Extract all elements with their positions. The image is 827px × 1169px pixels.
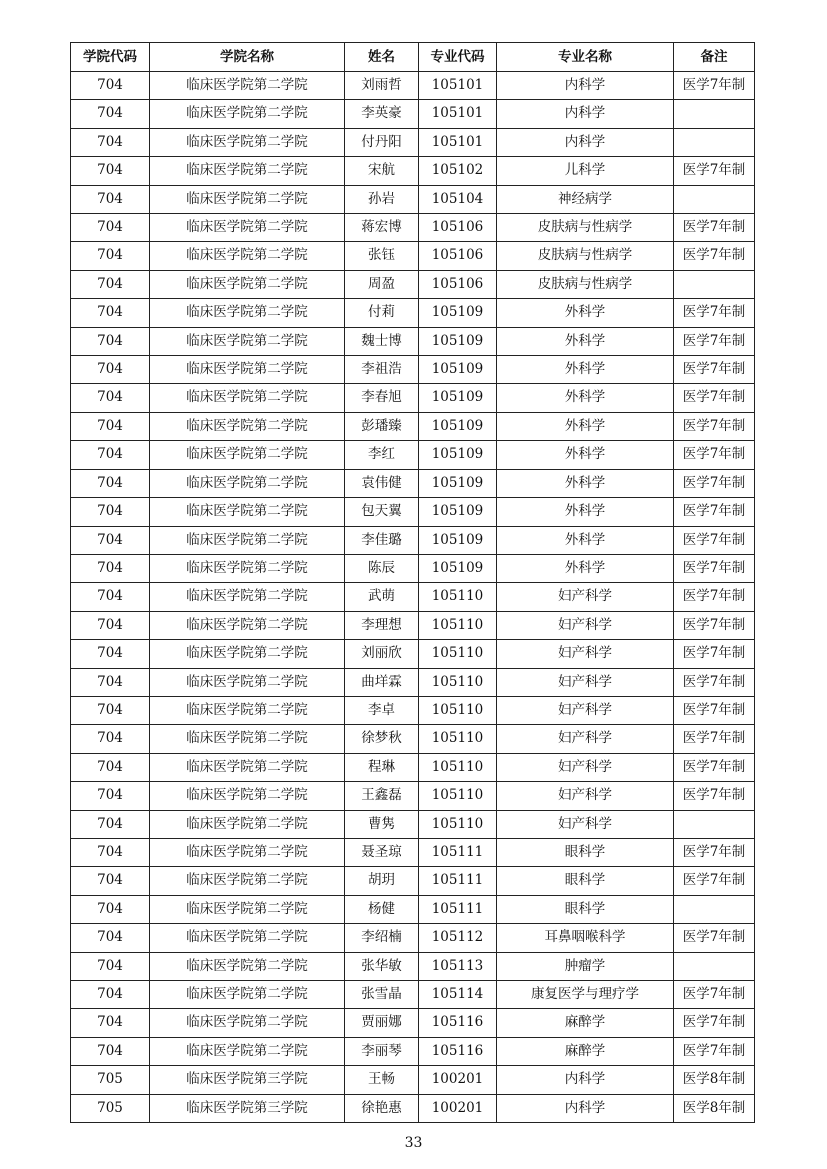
college-code-cell: 704	[71, 242, 150, 270]
remarks-cell: 医学7年制	[674, 299, 755, 327]
major-name-cell: 外科学	[497, 412, 674, 440]
college-name-cell: 临床医学院第二学院	[150, 952, 345, 980]
college-code-cell: 704	[71, 611, 150, 639]
college-name-cell: 临床医学院第二学院	[150, 242, 345, 270]
college-code-cell: 704	[71, 1009, 150, 1037]
college-code-cell: 705	[71, 1094, 150, 1122]
college-name-cell: 临床医学院第二学院	[150, 1009, 345, 1037]
major-code-cell: 105114	[419, 981, 497, 1009]
major-name-cell: 外科学	[497, 299, 674, 327]
remarks-cell	[674, 895, 755, 923]
major-code-cell: 105110	[419, 640, 497, 668]
college-name-cell: 临床医学院第二学院	[150, 72, 345, 100]
table-row	[71, 100, 755, 128]
remarks-cell: 医学7年制	[674, 867, 755, 895]
table-row	[71, 782, 755, 810]
major-code-cell: 105116	[419, 1037, 497, 1065]
major-name-cell: 妇产科学	[497, 640, 674, 668]
student-name-cell: 包天翼	[345, 498, 419, 526]
college-code-cell: 704	[71, 668, 150, 696]
college-name-cell: 临床医学院第二学院	[150, 100, 345, 128]
major-code-cell: 105109	[419, 356, 497, 384]
college-code-cell: 704	[71, 867, 150, 895]
major-code-cell: 105116	[419, 1009, 497, 1037]
college-code-cell: 704	[71, 100, 150, 128]
student-list-table	[70, 42, 755, 1123]
major-code-cell: 105101	[419, 100, 497, 128]
college-code-cell: 705	[71, 1066, 150, 1094]
remarks-cell: 医学7年制	[674, 242, 755, 270]
major-code-cell: 105110	[419, 753, 497, 781]
header-college-code: 学院代码	[71, 43, 150, 72]
table-row	[71, 810, 755, 838]
major-name-cell: 眼科学	[497, 838, 674, 866]
college-name-cell: 临床医学院第二学院	[150, 640, 345, 668]
major-name-cell: 儿科学	[497, 157, 674, 185]
table-row	[71, 725, 755, 753]
table-row	[71, 838, 755, 866]
student-name-cell: 聂圣琼	[345, 838, 419, 866]
college-code-cell: 704	[71, 299, 150, 327]
remarks-cell	[674, 100, 755, 128]
major-name-cell: 外科学	[497, 327, 674, 355]
major-name-cell: 妇产科学	[497, 696, 674, 724]
college-name-cell: 临床医学院第二学院	[150, 128, 345, 156]
college-code-cell: 704	[71, 327, 150, 355]
remarks-cell: 医学7年制	[674, 725, 755, 753]
college-code-cell: 704	[71, 72, 150, 100]
major-code-cell: 105106	[419, 214, 497, 242]
major-code-cell: 105102	[419, 157, 497, 185]
header-student-name: 姓名	[345, 43, 419, 72]
student-name-cell: 程琳	[345, 753, 419, 781]
major-name-cell: 麻醉学	[497, 1037, 674, 1065]
remarks-cell	[674, 270, 755, 298]
college-code-cell: 704	[71, 526, 150, 554]
major-code-cell: 105111	[419, 895, 497, 923]
college-name-cell: 临床医学院第二学院	[150, 185, 345, 213]
major-name-cell: 耳鼻咽喉科学	[497, 924, 674, 952]
remarks-cell: 医学7年制	[674, 72, 755, 100]
college-name-cell: 临床医学院第二学院	[150, 981, 345, 1009]
major-code-cell: 105109	[419, 469, 497, 497]
college-code-cell: 704	[71, 838, 150, 866]
college-name-cell: 临床医学院第二学院	[150, 270, 345, 298]
college-name-cell: 临床医学院第二学院	[150, 526, 345, 554]
remarks-cell: 医学7年制	[674, 469, 755, 497]
table-row	[71, 952, 755, 980]
major-code-cell: 105101	[419, 128, 497, 156]
college-name-cell: 临床医学院第二学院	[150, 157, 345, 185]
remarks-cell: 医学7年制	[674, 157, 755, 185]
table-row	[71, 526, 755, 554]
college-name-cell: 临床医学院第二学院	[150, 554, 345, 582]
major-code-cell: 105111	[419, 838, 497, 866]
college-name-cell: 临床医学院第二学院	[150, 725, 345, 753]
table-row	[71, 696, 755, 724]
college-code-cell: 704	[71, 782, 150, 810]
major-code-cell: 105110	[419, 696, 497, 724]
table-row	[71, 299, 755, 327]
college-code-cell: 704	[71, 412, 150, 440]
remarks-cell: 医学7年制	[674, 981, 755, 1009]
header-major-name: 专业名称	[497, 43, 674, 72]
table-row	[71, 242, 755, 270]
student-name-cell: 武萌	[345, 583, 419, 611]
major-code-cell: 105110	[419, 782, 497, 810]
student-name-cell: 蒋宏博	[345, 214, 419, 242]
table-row	[71, 441, 755, 469]
student-name-cell: 曹隽	[345, 810, 419, 838]
college-name-cell: 临床医学院第二学院	[150, 810, 345, 838]
college-code-cell: 704	[71, 128, 150, 156]
student-name-cell: 张华敏	[345, 952, 419, 980]
college-name-cell: 临床医学院第二学院	[150, 611, 345, 639]
major-code-cell: 105109	[419, 299, 497, 327]
major-code-cell: 105109	[419, 412, 497, 440]
student-name-cell: 贾丽娜	[345, 1009, 419, 1037]
student-name-cell: 李春旭	[345, 384, 419, 412]
student-name-cell: 李绍楠	[345, 924, 419, 952]
student-name-cell: 王畅	[345, 1066, 419, 1094]
major-name-cell: 内科学	[497, 1094, 674, 1122]
table-row	[71, 128, 755, 156]
table-row	[71, 72, 755, 100]
major-code-cell: 105106	[419, 270, 497, 298]
table-row	[71, 924, 755, 952]
table-row	[71, 384, 755, 412]
major-code-cell: 105109	[419, 384, 497, 412]
remarks-cell: 医学7年制	[674, 583, 755, 611]
major-name-cell: 外科学	[497, 498, 674, 526]
college-code-cell: 704	[71, 753, 150, 781]
table-body	[71, 72, 755, 1123]
page-number: 33	[404, 1135, 423, 1151]
major-code-cell: 105110	[419, 810, 497, 838]
college-name-cell: 临床医学院第三学院	[150, 1094, 345, 1122]
table-row	[71, 412, 755, 440]
remarks-cell	[674, 185, 755, 213]
student-name-cell: 徐梦秋	[345, 725, 419, 753]
college-name-cell: 临床医学院第二学院	[150, 924, 345, 952]
college-code-cell: 704	[71, 270, 150, 298]
major-name-cell: 外科学	[497, 356, 674, 384]
table-row	[71, 498, 755, 526]
major-name-cell: 内科学	[497, 100, 674, 128]
college-code-cell: 704	[71, 924, 150, 952]
college-name-cell: 临床医学院第二学院	[150, 299, 345, 327]
student-name-cell: 付莉	[345, 299, 419, 327]
college-name-cell: 临床医学院第二学院	[150, 753, 345, 781]
major-name-cell: 妇产科学	[497, 668, 674, 696]
major-name-cell: 麻醉学	[497, 1009, 674, 1037]
college-name-cell: 临床医学院第二学院	[150, 441, 345, 469]
table-row	[71, 611, 755, 639]
college-code-cell: 704	[71, 696, 150, 724]
table-row	[71, 554, 755, 582]
college-name-cell: 临床医学院第二学院	[150, 668, 345, 696]
remarks-cell: 医学7年制	[674, 668, 755, 696]
student-name-cell: 张钰	[345, 242, 419, 270]
student-name-cell: 孙岩	[345, 185, 419, 213]
student-name-cell: 李祖浩	[345, 356, 419, 384]
student-name-cell: 付丹阳	[345, 128, 419, 156]
remarks-cell: 医学7年制	[674, 696, 755, 724]
major-code-cell: 105110	[419, 668, 497, 696]
college-name-cell: 临床医学院第二学院	[150, 327, 345, 355]
major-code-cell: 105104	[419, 185, 497, 213]
remarks-cell: 医学7年制	[674, 782, 755, 810]
table-row	[71, 640, 755, 668]
table-row	[71, 753, 755, 781]
student-name-cell: 魏士博	[345, 327, 419, 355]
college-code-cell: 704	[71, 640, 150, 668]
major-code-cell: 100201	[419, 1066, 497, 1094]
major-name-cell: 眼科学	[497, 867, 674, 895]
college-code-cell: 704	[71, 157, 150, 185]
major-name-cell: 外科学	[497, 469, 674, 497]
student-name-cell: 刘雨哲	[345, 72, 419, 100]
table-row	[71, 214, 755, 242]
major-code-cell: 105110	[419, 725, 497, 753]
college-name-cell: 临床医学院第三学院	[150, 1066, 345, 1094]
student-name-cell: 刘丽欣	[345, 640, 419, 668]
remarks-cell: 医学7年制	[674, 1009, 755, 1037]
major-name-cell: 妇产科学	[497, 725, 674, 753]
major-name-cell: 康复医学与理疗学	[497, 981, 674, 1009]
student-name-cell: 李丽琴	[345, 1037, 419, 1065]
college-name-cell: 临床医学院第二学院	[150, 696, 345, 724]
table-row	[71, 583, 755, 611]
major-name-cell: 妇产科学	[497, 782, 674, 810]
table-row	[71, 327, 755, 355]
remarks-cell: 医学7年制	[674, 498, 755, 526]
college-code-cell: 704	[71, 554, 150, 582]
major-name-cell: 皮肤病与性病学	[497, 242, 674, 270]
remarks-cell	[674, 128, 755, 156]
college-name-cell: 临床医学院第二学院	[150, 782, 345, 810]
remarks-cell: 医学7年制	[674, 611, 755, 639]
remarks-cell: 医学7年制	[674, 356, 755, 384]
remarks-cell: 医学8年制	[674, 1094, 755, 1122]
table-row	[71, 1009, 755, 1037]
college-name-cell: 临床医学院第二学院	[150, 469, 345, 497]
table-row	[71, 1037, 755, 1065]
remarks-cell: 医学7年制	[674, 838, 755, 866]
remarks-cell: 医学8年制	[674, 1066, 755, 1094]
student-name-cell: 李英豪	[345, 100, 419, 128]
college-name-cell: 临床医学院第二学院	[150, 583, 345, 611]
student-name-cell: 李佳璐	[345, 526, 419, 554]
student-name-cell: 袁伟健	[345, 469, 419, 497]
major-code-cell: 105110	[419, 611, 497, 639]
college-code-cell: 704	[71, 1037, 150, 1065]
major-name-cell: 眼科学	[497, 895, 674, 923]
remarks-cell: 医学7年制	[674, 1037, 755, 1065]
major-name-cell: 内科学	[497, 1066, 674, 1094]
major-name-cell: 外科学	[497, 441, 674, 469]
college-code-cell: 704	[71, 952, 150, 980]
major-code-cell: 105113	[419, 952, 497, 980]
college-code-cell: 704	[71, 214, 150, 242]
remarks-cell: 医学7年制	[674, 640, 755, 668]
table-row	[71, 895, 755, 923]
major-name-cell: 妇产科学	[497, 583, 674, 611]
major-code-cell: 105109	[419, 554, 497, 582]
remarks-cell: 医学7年制	[674, 214, 755, 242]
major-name-cell: 皮肤病与性病学	[497, 214, 674, 242]
student-name-cell: 张雪晶	[345, 981, 419, 1009]
major-name-cell: 神经病学	[497, 185, 674, 213]
college-name-cell: 临床医学院第二学院	[150, 412, 345, 440]
table-row	[71, 981, 755, 1009]
college-code-cell: 704	[71, 498, 150, 526]
major-name-cell: 肿瘤学	[497, 952, 674, 980]
table-row	[71, 270, 755, 298]
table-row	[71, 1066, 755, 1094]
header-major-code: 专业代码	[419, 43, 497, 72]
major-code-cell: 105111	[419, 867, 497, 895]
remarks-cell: 医学7年制	[674, 441, 755, 469]
remarks-cell: 医学7年制	[674, 327, 755, 355]
major-code-cell: 100201	[419, 1094, 497, 1122]
college-code-cell: 704	[71, 725, 150, 753]
major-name-cell: 外科学	[497, 554, 674, 582]
student-name-cell: 陈辰	[345, 554, 419, 582]
student-name-cell: 宋航	[345, 157, 419, 185]
remarks-cell	[674, 810, 755, 838]
major-name-cell: 内科学	[497, 128, 674, 156]
college-name-cell: 临床医学院第二学院	[150, 384, 345, 412]
table-row	[71, 185, 755, 213]
student-name-cell: 周盈	[345, 270, 419, 298]
college-name-cell: 临床医学院第二学院	[150, 895, 345, 923]
college-code-cell: 704	[71, 356, 150, 384]
college-name-cell: 临床医学院第二学院	[150, 1037, 345, 1065]
major-code-cell: 105101	[419, 72, 497, 100]
student-name-cell: 李理想	[345, 611, 419, 639]
student-name-cell: 曲垟霖	[345, 668, 419, 696]
college-code-cell: 704	[71, 384, 150, 412]
remarks-cell: 医学7年制	[674, 412, 755, 440]
student-name-cell: 李红	[345, 441, 419, 469]
major-code-cell: 105112	[419, 924, 497, 952]
table-header-row	[71, 43, 755, 72]
major-code-cell: 105109	[419, 327, 497, 355]
student-name-cell: 王鑫磊	[345, 782, 419, 810]
header-college-name: 学院名称	[150, 43, 345, 72]
major-name-cell: 外科学	[497, 384, 674, 412]
college-code-cell: 704	[71, 185, 150, 213]
remarks-cell: 医学7年制	[674, 753, 755, 781]
major-code-cell: 105110	[419, 583, 497, 611]
student-name-cell: 胡玥	[345, 867, 419, 895]
student-name-cell: 徐艳惠	[345, 1094, 419, 1122]
table-row	[71, 668, 755, 696]
college-name-cell: 临床医学院第二学院	[150, 214, 345, 242]
major-name-cell: 妇产科学	[497, 611, 674, 639]
table-row	[71, 1094, 755, 1122]
remarks-cell: 医学7年制	[674, 526, 755, 554]
table-row	[71, 867, 755, 895]
college-code-cell: 704	[71, 810, 150, 838]
remarks-cell: 医学7年制	[674, 924, 755, 952]
college-code-cell: 704	[71, 583, 150, 611]
table-row	[71, 469, 755, 497]
college-name-cell: 临床医学院第二学院	[150, 838, 345, 866]
college-code-cell: 704	[71, 469, 150, 497]
major-name-cell: 皮肤病与性病学	[497, 270, 674, 298]
major-code-cell: 105106	[419, 242, 497, 270]
college-code-cell: 704	[71, 441, 150, 469]
major-name-cell: 妇产科学	[497, 753, 674, 781]
table-row	[71, 356, 755, 384]
remarks-cell: 医学7年制	[674, 554, 755, 582]
major-code-cell: 105109	[419, 441, 497, 469]
major-code-cell: 105109	[419, 526, 497, 554]
college-code-cell: 704	[71, 981, 150, 1009]
college-name-cell: 临床医学院第二学院	[150, 867, 345, 895]
table-row	[71, 157, 755, 185]
major-code-cell: 105109	[419, 498, 497, 526]
major-name-cell: 内科学	[497, 72, 674, 100]
student-name-cell: 彭璠臻	[345, 412, 419, 440]
major-name-cell: 外科学	[497, 526, 674, 554]
college-name-cell: 临床医学院第二学院	[150, 356, 345, 384]
student-name-cell: 李卓	[345, 696, 419, 724]
remarks-cell: 医学7年制	[674, 384, 755, 412]
student-name-cell: 杨健	[345, 895, 419, 923]
header-remarks: 备注	[674, 43, 755, 72]
college-name-cell: 临床医学院第二学院	[150, 498, 345, 526]
remarks-cell	[674, 952, 755, 980]
major-name-cell: 妇产科学	[497, 810, 674, 838]
college-code-cell: 704	[71, 895, 150, 923]
